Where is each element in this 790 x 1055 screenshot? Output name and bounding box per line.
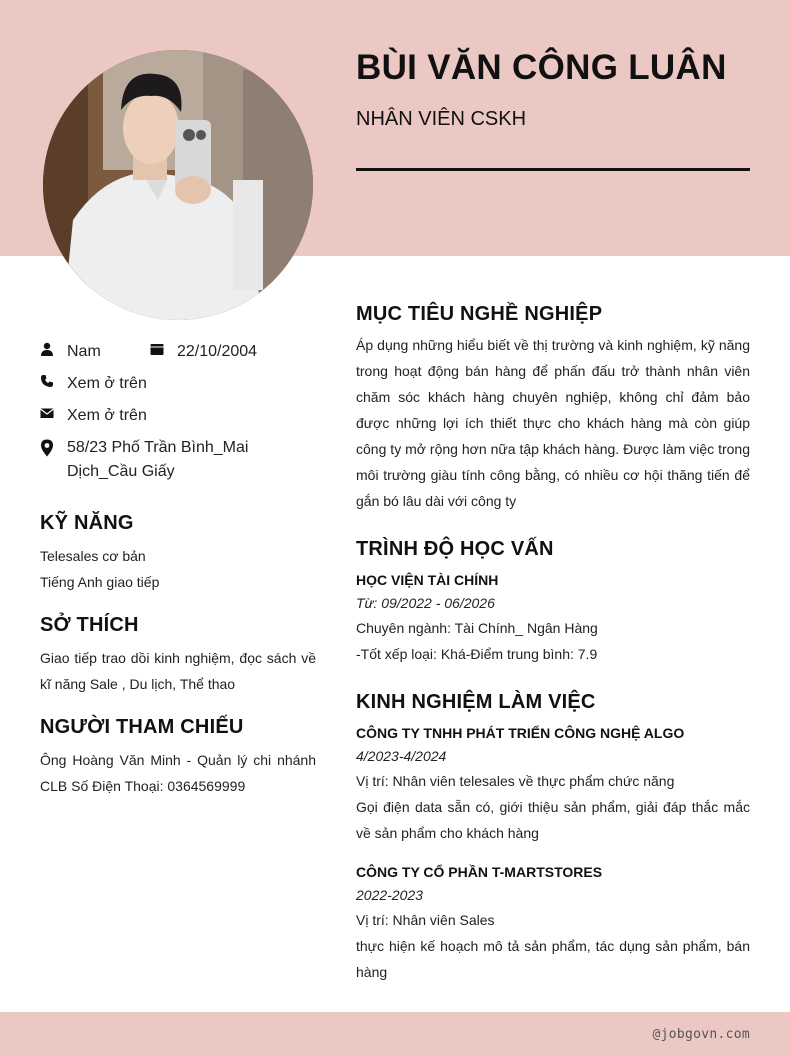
hobbies-heading: SỞ THÍCH: [40, 614, 139, 636]
address-line-2: Dịch_Cầu Giấy: [67, 463, 175, 480]
job-description: thực hiện kế hoạch mô tả sản phẩm, tác dụng sản phẩm, bán hàng: [356, 938, 750, 980]
education-period: Từ: 09/2022 - 06/2026: [356, 595, 495, 611]
mail-icon: [40, 404, 54, 422]
education-heading: TRÌNH ĐỘ HỌC VẤN: [356, 538, 554, 560]
job-position: Vị trí: Nhân viên telesales về thực phẩm chức năng: [356, 773, 675, 789]
job-period: 2022-2023: [356, 887, 423, 903]
address-line-1: 58/23 Phố Trần Bình_Mai: [67, 439, 249, 456]
address-row: [40, 436, 248, 484]
phone-value: Xem ở trên: [67, 375, 147, 392]
hobbies-text: Giao tiếp trao dồi kinh nghiệm, đọc sách về kĩ năng Sale , Du lịch, Thể thao: [40, 650, 316, 692]
reference-heading: NGƯỜI THAM CHIẾU: [40, 716, 244, 738]
skills-list: [40, 543, 316, 595]
phone-row: [40, 372, 147, 396]
calendar-icon: [150, 340, 164, 358]
location-pin-icon: [40, 436, 54, 460]
title-divider: [356, 168, 750, 171]
gender-value: Nam: [67, 343, 101, 360]
education-grade: -Tốt xếp loại: Khá-Điểm trung bình: 7.9: [356, 646, 598, 662]
reference-text: Ông Hoàng Văn Minh - Quản lý chi nhánh CLB Số Điện Thoại: 0364569999: [40, 752, 316, 794]
job-description: Gọi điện data sẵn có, giới thiệu sản phẩm, giải đáp thắc mắc về sản phẩm cho khách hàng: [356, 799, 750, 841]
skill-item: Telesales cơ bản: [40, 548, 146, 564]
job-company: CÔNG TY CỔ PHẦN T-MARTSTORES: [356, 864, 603, 880]
objective-heading: MỤC TIÊU NGHỀ NGHIỆP: [356, 303, 603, 325]
skill-item: Tiếng Anh giao tiếp: [40, 574, 160, 590]
email-value: Xem ở trên: [67, 407, 147, 424]
address-value: [67, 436, 248, 484]
candidate-name: BÙI VĂN CÔNG LUÂN: [356, 48, 727, 87]
education-major: Chuyên ngành: Tài Chính_ Ngân Hàng: [356, 620, 598, 636]
gender-row: [40, 340, 101, 364]
birthdate-row: [150, 340, 257, 364]
school-name: HỌC VIỆN TÀI CHÍNH: [356, 572, 499, 588]
profile-photo: [43, 50, 313, 320]
birthdate-value: 22/10/2004: [177, 343, 258, 360]
objective-text: Áp dụng những hiểu biết về thị trường và kinh nghiệm, kỹ năng trong hoạt động bán hàng để phấn đấu trở thành nhân viên chăm sóc khách hàng chuyên nghiệp, không chỉ đảm bảo được những lợi ích thiết thực cho khách hàng mà còn giúp công ty mở rộng hơn nữa tập khách hàng. Được làm việc trong môi trường giàu tính công bằng, có nhiều cơ hội thăng tiến để gắn bó lâu dài với công ty: [356, 337, 750, 509]
job-period: 4/2023-4/2024: [356, 748, 447, 764]
skills-heading: KỸ NĂNG: [40, 512, 134, 534]
footer-watermark: @jobgovn.com: [652, 1027, 750, 1042]
email-row: [40, 404, 147, 428]
phone-icon: [40, 372, 54, 390]
job-title: NHÂN VIÊN CSKH: [356, 108, 527, 130]
experience-heading: KINH NGHIỆM LÀM VIỆC: [356, 691, 596, 713]
person-icon: [40, 340, 54, 358]
job-company: CÔNG TY TNHH PHÁT TRIỂN CÔNG NGHỆ ALGO: [356, 725, 685, 741]
job-position: Vị trí: Nhân viên Sales: [356, 912, 495, 928]
